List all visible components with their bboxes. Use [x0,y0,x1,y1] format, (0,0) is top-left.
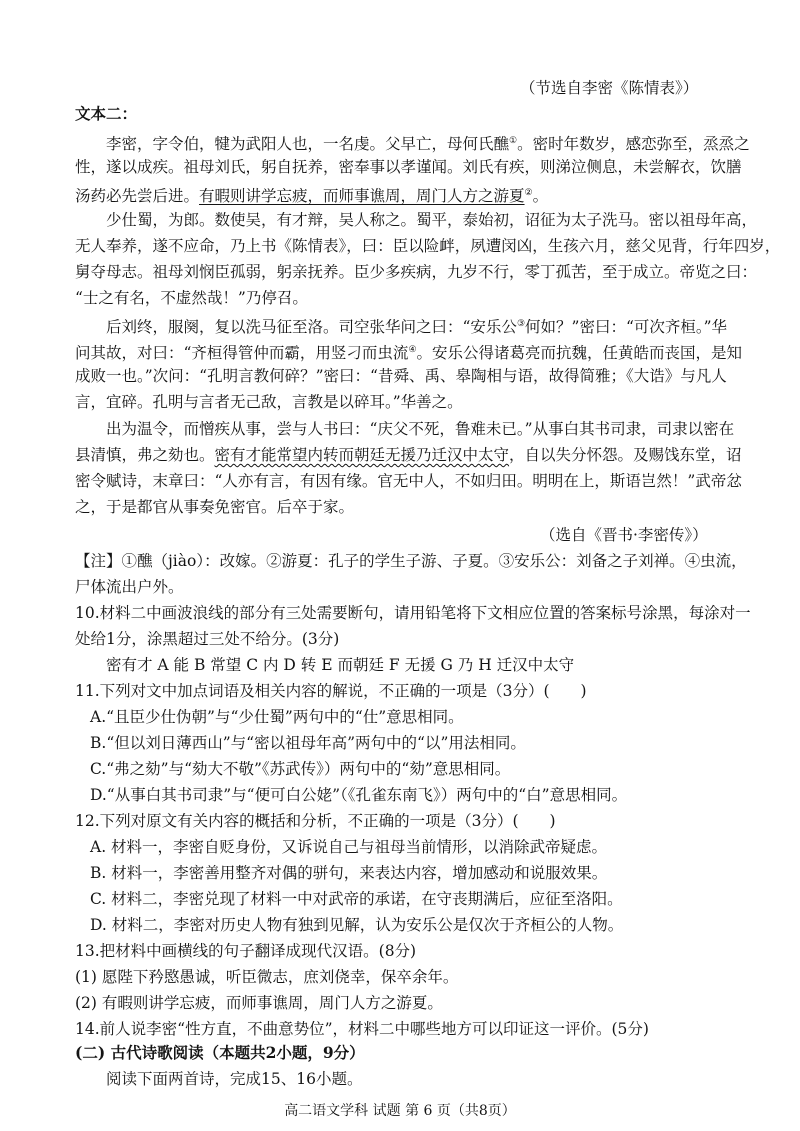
paragraph-4-line-4: 之，于是都官从事奏免密官。后卒于家。 [75,498,355,516]
paragraph-1-line-1: 李密，字令伯，犍为武阳人也，一名虔。父早亡，母何氏醮①。密时年数岁，感恋弥至，烝烝之 [106,135,750,154]
paragraph-4-line-3: 密令赋诗，末章曰：“人亦有言，有因有缘。官无中人，不如归田。明明在上，斯语岂然！”武帝忿 [75,472,742,490]
paragraph-3-line-3: 成败一也。”次问：“孔明言教何碎？”密曰：“昔舜、禹、皋陶相与语，故得简雅；《大诰》与凡人 [75,367,727,385]
paragraph-1-line-2: 性，遂以成疾。祖母刘氏，躬自抚养，密奉事以孝谨闻。刘氏有疾，则涕泣侧息，未尝解衣，饮膳 [75,158,742,176]
question-13-stem: 13.把材料中画横线的句子翻译成现代汉语。(8分) [75,942,417,960]
page-footer: 高二语文学科 试题 第 6 页（共8页） [284,1103,516,1119]
paragraph-4-line-1: 出为温令，而憎疾从事，尝与人书曰：“庆父不死，鲁难未已。”从事白其书司隶，司隶以密在 [106,420,735,438]
paragraph-3-line-1: 后刘终，服阕，复以洗马征至洛。司空张华问之曰：“安乐公③何如？”密曰：“可次齐桓。”华 [106,318,728,337]
question-13-item-2: (2) 有暇则讲学忘疲，而师事谯周，周门人方之游夏。 [75,994,443,1012]
source-citation-2: （选自《晋书·李密传》） [540,526,708,544]
wavy-underlined-passage: 密有才能常望内转而朝廷无援乃迁汉中太守 [214,446,510,464]
section-2-heading: (二) 古代诗歌阅读（本题共2小题，9分） [75,1043,365,1062]
paragraph-2-line-2: 无人奉养，遂不应命，乃上书《陈情表》，曰：臣以险衅，夙遭闵凶，生孩六月，慈父见背，行年四岁， [75,237,781,255]
source-citation-1: （节选自李密《陈情表》） [520,79,699,97]
question-12-option-d: D. 材料二，李密对历史人物有独到见解，认为安乐公是仅次于齐桓公的人物。 [90,916,624,934]
paragraph-4-line-2: 县清慎，弗之劾也。密有才能常望内转而朝廷无援乃迁汉中太守，自以失分怀怨。及赐饯东堂，诏 [75,446,742,464]
question-11-option-d: D.“从事白其书司隶”与“便可白公姥”（《孔雀东南飞》）两句中的“白”意思相同。 [90,786,628,804]
question-11-option-b: B.“但以刘日薄西山”与“密以祖母年高”两句中的“以”用法相同。 [90,734,526,752]
question-12-option-c: C. 材料二，李密兑现了材料一中对武帝的承诺，在守丧期满后，应征至洛阳。 [90,890,623,908]
underlined-sentence: 有暇则讲学忘疲，而师事谯周，周门人方之游夏 [199,187,525,206]
paragraph-2-line-4: “士之有名，不虚然哉！”乃停召。 [75,289,308,307]
question-12-option-b: B. 材料一，李密善用整齐对偶的骈句，来表达内容，增加感动和说服效果。 [90,864,608,882]
question-12-stem: 12.下列对原文有关内容的概括和分析，不正确的一项是（3分）( ) [75,812,556,830]
paragraph-1-line-3: 汤药必先尝后进。有暇则讲学忘疲，而师事谯周，周门人方之游夏②。 [75,187,549,206]
notes-line-1: 【注】①醮（jiào）：改嫁。②游夏：孔子的学生子游、子夏。③安乐公：刘备之子刘禅。④虫流， [75,552,747,570]
question-12-option-a: A. 材料一，李密自贬身份，又诉说自己与祖母当前情形，以消除武帝疑虑。 [90,838,608,856]
question-11-stem: 11.下列对文中加点词语及相关内容的解说，不正确的一项是（3分）( ) [75,682,587,700]
section-2-intro: 阅读下面两首诗，完成15、16小题。 [106,1070,363,1088]
question-14: 14.前人说李密“性方直，不曲意势位”，材料二中哪些地方可以印证这一评价。(5分) [75,1020,649,1038]
notes-line-2: 尸体流出户外。 [75,578,184,596]
question-10-line-2: 处给1分，涂黑超过三处不给分。(3分) [75,630,340,648]
paragraph-3-line-4: 言，宜碎。孔明与言者无己敌，言教是以碎耳。”华善之。 [75,393,463,411]
text2-heading: 文本二： [75,104,138,123]
question-11-option-c: C.“弗之劾”与“劾大不敬”《苏武传》）两句中的“劾”意思相同。 [90,760,511,778]
paragraph-3-line-2: 问其故，对曰：“齐桓得管仲而霸，用竖刁而虫流④。安乐公得诸葛亮而抗魏，任黄皓而丧国，是知 [75,344,743,363]
question-10-answer-marks: 密有才 A 能 B 常望 C 内 D 转 E 而朝廷 F 无援 G 乃 H 迁汉中太守 [106,656,575,674]
paragraph-2-line-1: 少仕蜀，为郎。数使吴，有才辩，吴人称之。蜀平，泰始初，诏征为太子洗马。密以祖母年高， [106,211,758,229]
paragraph-2-line-3: 舅夺母志。祖母刘悯臣孤弱，躬亲抚养。臣少多疾病，九岁不行，零丁孤苦，至于成立。帝览之曰： [75,263,758,281]
question-10-line-1: 10.材料二中画波浪线的部分有三处需要断句，请用铅笔将下文相应位置的答案标号涂黑，每涂对一 [75,604,751,622]
question-13-item-1: (1) 愿陛下矜愍愚诚，听臣微志，庶刘侥幸，保卒余年。 [75,968,459,986]
question-11-option-a: A.“且臣少仕伪朝”与“少仕蜀”两句中的“仕”意思相同。 [90,708,464,726]
